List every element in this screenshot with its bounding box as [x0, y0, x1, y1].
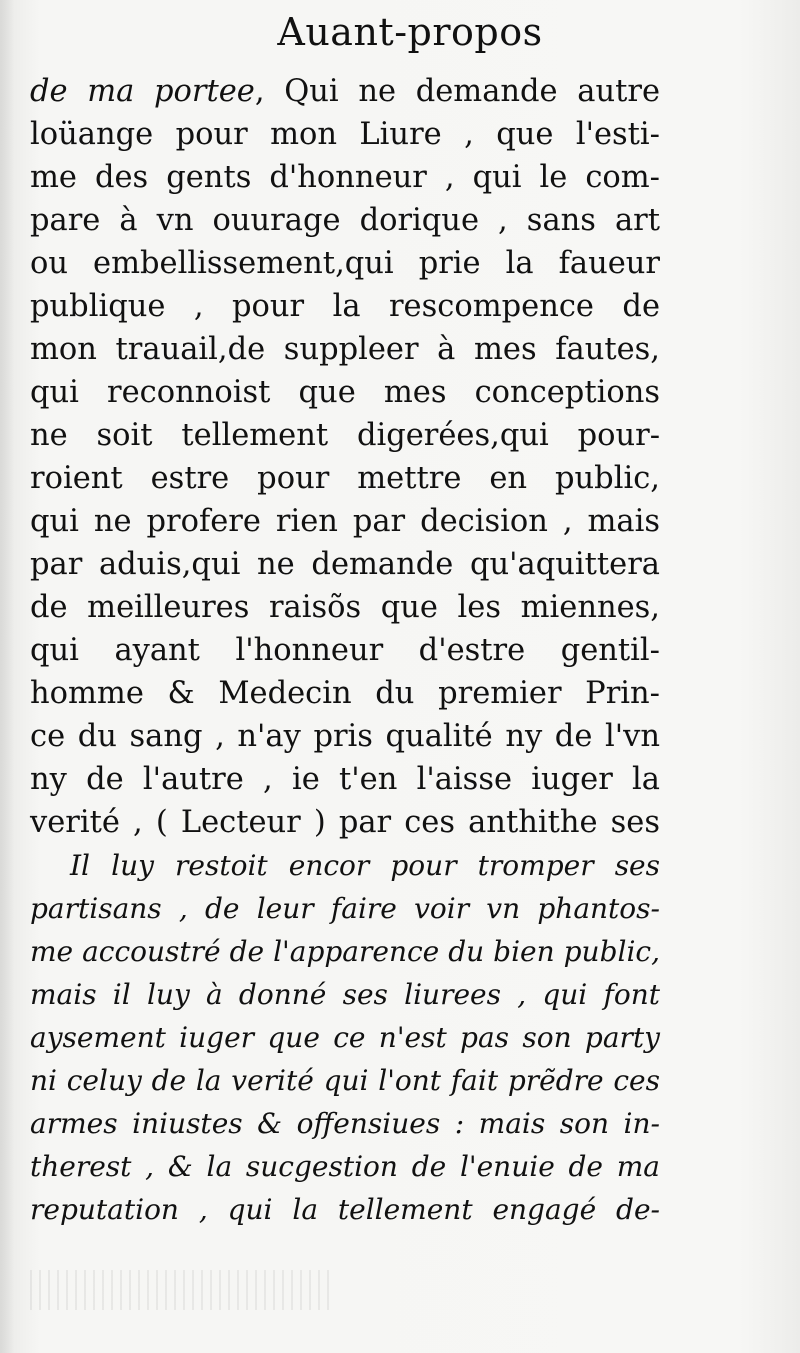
- text-line: ny de l'autre , ie t'en l'aisse iuger la: [30, 762, 660, 797]
- text-line: verité , ( Lecteur ) par ces anthithe ses: [30, 805, 660, 840]
- text-line: homme & Medecin du premier Prin-: [30, 676, 660, 711]
- text-line: [30, 70, 660, 113]
- italic-text-line: Il luy restoit encor pour tromper ses: [70, 849, 660, 882]
- text-line: publique , pour la rescompence de: [30, 289, 660, 324]
- italic-text-line: armes iniustes & offensiues : mais son in-: [30, 1107, 660, 1140]
- italic-text-line: me accoustré de l'apparence du bien public,: [30, 935, 660, 968]
- page-gutter-shadow: [0, 0, 14, 1353]
- text-line: de meilleures raisõs que les miennes,: [30, 590, 660, 625]
- italic-phrase: de ma portee: [30, 74, 255, 109]
- text-line: qui ne profere rien par decision , mais: [30, 504, 660, 539]
- text-line: qui reconnoist que mes conceptions: [30, 375, 660, 410]
- text-line: me des gents d'honneur , qui le com-: [30, 160, 660, 195]
- text-line-rest: , Qui ne demande autre: [254, 74, 660, 109]
- text-line: loüange pour mon Liure , que l'esti-: [30, 117, 660, 152]
- italic-text-line: therest , & la sucgestion de l'enuie de ma: [30, 1150, 660, 1183]
- show-through-texture: [30, 1270, 330, 1310]
- text-line: ou embellissement,qui prie la faueur: [30, 246, 660, 281]
- text-block: [30, 70, 660, 1231]
- italic-text-line: ni celuy de la verité qui l'ont fait prẽdre ces: [30, 1064, 660, 1097]
- running-head: Auant-propos: [277, 10, 543, 54]
- italic-text-line: partisans , de leur faire voir vn phantos-: [30, 892, 660, 925]
- italic-text-line: mais il luy à donné ses liurees , qui font: [30, 978, 660, 1011]
- italic-text-line: reputation , qui la tellement engagé de-: [30, 1193, 660, 1226]
- text-line: ce du sang , n'ay pris qualité ny de l'vn: [30, 719, 660, 754]
- text-line: roient estre pour mettre en public,: [30, 461, 660, 496]
- text-line: mon trauail,de suppleer à mes fautes,: [30, 332, 660, 367]
- text-line: par aduis,qui ne demande qu'aquittera: [30, 547, 660, 582]
- text-line: pare à vn ouurage dorique , sans art: [30, 203, 660, 238]
- text-line: ne soit tellement digerées,qui pour-: [30, 418, 660, 453]
- italic-text-line: aysement iuger que ce n'est pas son party: [30, 1021, 660, 1054]
- text-line: qui ayant l'honneur d'estre gentil-: [30, 633, 660, 668]
